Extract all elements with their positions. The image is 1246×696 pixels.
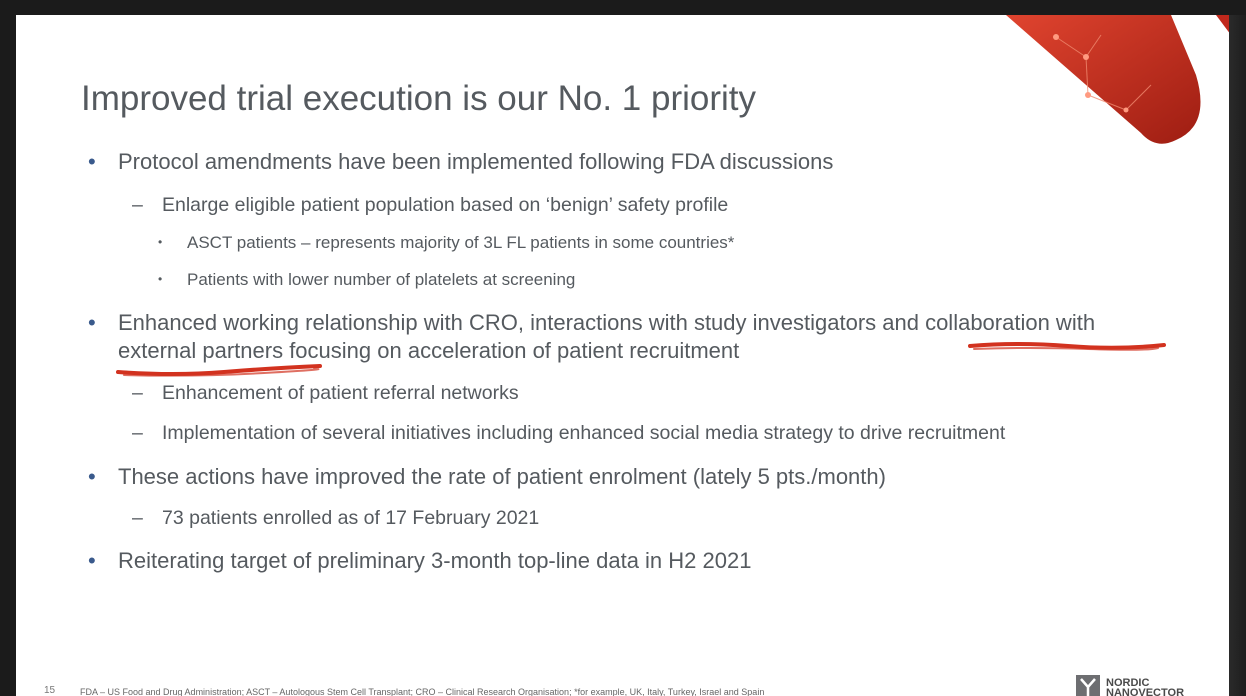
page-number: 15	[44, 685, 56, 696]
bullet-marker: •	[88, 149, 96, 174]
bullet-marker: •	[88, 310, 96, 335]
bullet-cro-relationship-line1: Enhanced working relationship with CRO, interactions with study investigators and collaboration with	[118, 310, 1096, 335]
small-bullet-marker: •	[158, 235, 163, 249]
dash-marker: –	[132, 382, 143, 404]
dash-marker: –	[132, 422, 143, 444]
logo-icon	[1076, 675, 1100, 696]
company-logo	[1076, 675, 1196, 696]
subbullet-social-media: Implementation of several initiatives including enhanced social media strategy to drive recruitment	[162, 422, 1006, 444]
subbullet-enlarge-population: Enlarge eligible patient population based on ‘benign’ safety profile	[162, 194, 729, 216]
logo-line-1: NORDIC	[1106, 677, 1150, 689]
handwritten-underline-collaboration	[968, 340, 1168, 354]
slide-title: Improved trial execution is our No. 1 priority	[81, 79, 756, 118]
footnote: FDA – US Food and Drug Administration; ASCT – Autologous Stem Cell Transplant; CRO – Clinical Research Organisation; *for example, UK, Italy, Turkey, Israel and Spain	[80, 687, 765, 696]
bullet-topline-target: Reiterating target of preliminary 3-month top-line data in H2 2021	[118, 548, 752, 573]
logo-wordmark	[1106, 678, 1184, 696]
subbullet-referral-networks: Enhancement of patient referral networks	[162, 382, 519, 404]
window-edge	[1229, 15, 1246, 696]
small-bullet-marker: •	[158, 272, 163, 286]
subsubbullet-asct-patients: ASCT patients – represents majority of 3L FL patients in some countries*	[187, 233, 735, 252]
dash-marker: –	[132, 194, 143, 216]
bullet-cro-relationship-line2: external partners focusing on acceleration of patient recruitment	[118, 338, 740, 363]
handwritten-underline-external-partners	[114, 362, 326, 380]
subsubbullet-platelets: Patients with lower number of platelets at screening	[187, 270, 576, 289]
decorative-corner-graphic	[976, 15, 1229, 165]
subbullet-patients-enrolled: 73 patients enrolled as of 17 February 2021	[162, 507, 540, 529]
bullet-protocol-amendments: Protocol amendments have been implemented following FDA discussions	[118, 149, 834, 174]
logo-line-2: NANOVECTOR	[1106, 687, 1185, 696]
bullet-marker: •	[88, 548, 96, 573]
dash-marker: –	[132, 507, 143, 529]
slide	[16, 15, 1229, 696]
bullet-marker: •	[88, 464, 96, 489]
bullet-enrolment-rate: These actions have improved the rate of patient enrolment (lately 5 pts./month)	[118, 464, 886, 489]
